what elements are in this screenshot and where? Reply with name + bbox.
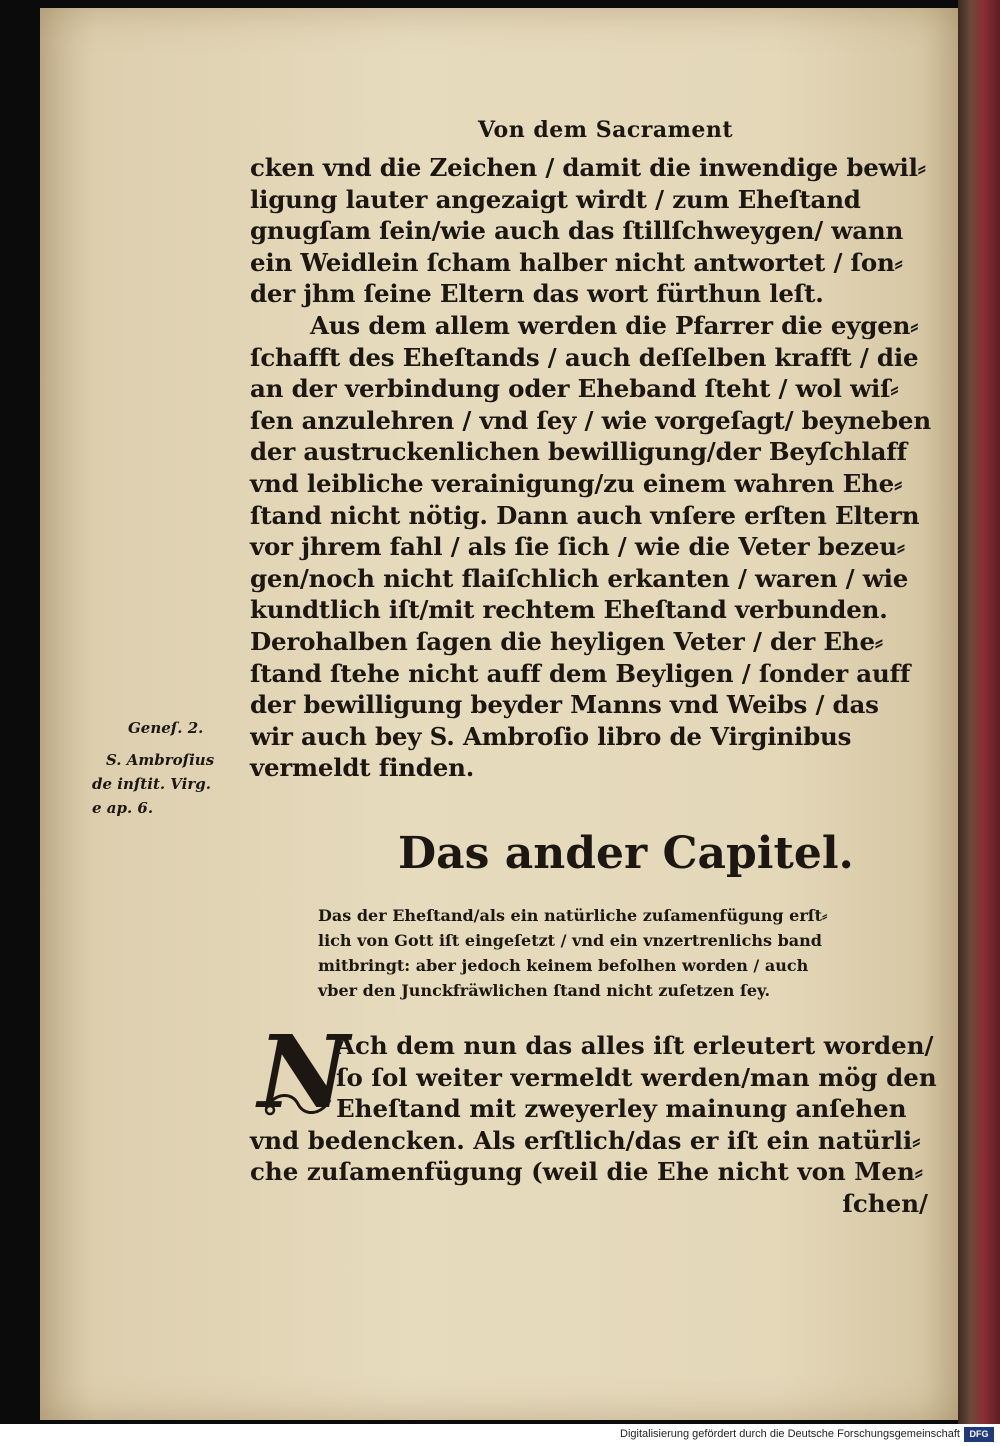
- text-line: ein Weidlein ſcham halber nicht antwortet / ſon⸗: [250, 247, 903, 277]
- funding-credit: Digitalisierung gefördert durch die Deutsche Forschungsgemeinschaft: [620, 1428, 960, 1440]
- text-line: vermeldt finden.: [250, 753, 475, 783]
- text-line: kundtlich iſt/mit rechtem Eheſtand verbunden.: [250, 595, 888, 625]
- text-line: der austruckenlichen bewilligung/der Beyſchlaff: [250, 437, 907, 467]
- text-line: gnugſam ſein/wie auch das ſtillſchweygen/ wann: [250, 216, 904, 246]
- text-line: vor jhrem fahl / als ſie ſich / wie die Veter bezeu⸗: [250, 532, 905, 562]
- text-line: gen/noch nicht flaiſchlich erkanten / waren / wie: [250, 563, 909, 593]
- text-line: wir auch bey S. Ambroſio libro de Virginibus: [250, 721, 852, 751]
- decorated-initial: N: [258, 1013, 350, 1131]
- text-line: ligung lauter angezaigt wirdt / zum Eheſtand: [250, 184, 861, 214]
- summary-line: lich von Gott iſt eingeſetzt / vnd ein vnzertrenlichs band: [318, 931, 822, 950]
- text-line: Ach dem nun das alles iſt erleutert worden/: [336, 1031, 934, 1060]
- dfg-logo: DFG: [964, 1427, 994, 1442]
- summary-line: Das der Eheſtand/als ein natürliche zuſamenfügung erſt⸗: [318, 906, 828, 925]
- text-line: der bewilligung beyder Manns vnd Weibs / das: [250, 690, 879, 720]
- text-line: Aus dem allem werden die Pfarrer die eygen⸗: [310, 310, 919, 340]
- margin-notes: [92, 716, 252, 820]
- text-line: ſtand ſtehe nicht auff dem Beyligen / ſonder auff: [250, 658, 911, 688]
- text-line: der jhm ſeine Eltern das wort fürthun leſt.: [250, 279, 824, 309]
- text-line: ſen anzulehren / vnd ſey / wie vorgeſagt/ beyneben: [250, 405, 931, 435]
- text-line: Eheſtand mit zweyerley mainung anſehen: [336, 1094, 907, 1123]
- text-line: vnd leibliche verainigung/zu einem wahren Ehe⸗: [250, 468, 903, 498]
- running-title: Von dem Sacrament: [478, 117, 734, 143]
- footer-bar: [0, 1424, 1000, 1446]
- chapter-summary: [318, 903, 878, 1003]
- text-line: cken vnd die Zeichen / damit die inwendige bewil⸗: [250, 153, 926, 182]
- body-text: [250, 152, 940, 784]
- margin-note: S. Ambroſius: [106, 751, 215, 769]
- text-line: vnd bedencken. Als erſtlich/das er iſt ein natürli⸗: [250, 1125, 921, 1155]
- chapter-title: Das ander Capitel.: [398, 828, 854, 879]
- text-line: che zuſamenfügung (weil die Ehe nicht von Men⸗: [250, 1157, 923, 1186]
- text-line: an der verbindung oder Eheband ſteht / wol wiſ⸗: [250, 374, 899, 404]
- text-line: ſchafft des Eheſtands / auch deſſelben krafft / die: [250, 342, 919, 372]
- margin-note: Geneſ. 2.: [128, 719, 204, 737]
- catchword: ſchen/: [842, 1188, 928, 1218]
- chapter-body: [250, 1030, 940, 1219]
- summary-line: vber den Junckfräwlichen ſtand nicht zuſetzen ſey.: [318, 981, 771, 1000]
- margin-note: de inſtit. Virg.: [92, 775, 211, 793]
- summary-line: mitbringt: aber jedoch keinem befolhen worden / auch: [318, 956, 809, 975]
- text-line: ſtand nicht nötig. Dann auch vnſere erſten Eltern: [250, 500, 920, 530]
- text-line: ſo ſol weiter vermeldt werden/man mög den: [336, 1062, 937, 1092]
- margin-note: e ap. 6.: [92, 799, 154, 817]
- book-spine: [958, 0, 1000, 1424]
- text-line: Derohalben ſagen die heyligen Veter / der Ehe⸗: [250, 626, 883, 656]
